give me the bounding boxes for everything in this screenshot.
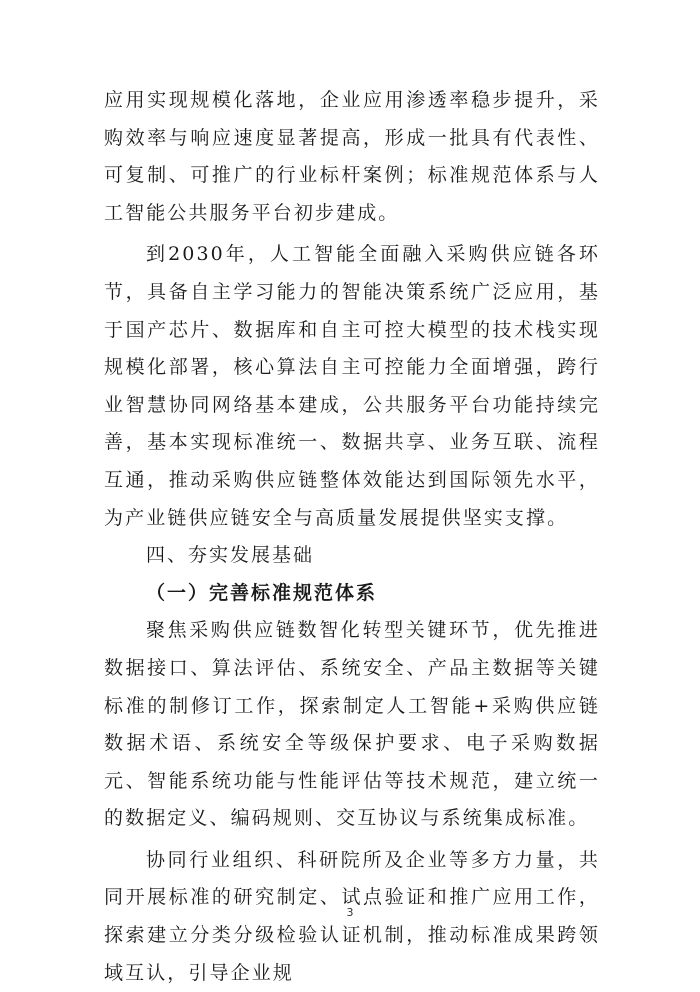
paragraph-standards: 聚焦采购供应链数智化转型关键环节，优先推进数据接口、算法评估、系统安全、产品主数据等关键标准的制修订工作，探索制定人工智能+采购供应链数据术语、系统安全等级保护要求、电子采购数据元、智能系统功能与性能评估等技术规范，建立统一的数据定义、编码规则、交互协议与系统集成标准。 [104,619,600,830]
paragraph-collaboration: 协同行业组织、科研院所及企业等多方力量，共同开展标准的研究制定、试点验证和推广应用工作，探索建立分类分级检验认证机制，推动标准成果跨领域互认，引导企业规 [104,848,600,984]
page-body [104,82,600,992]
section-heading: 四、夯实发展基础 [146,544,315,567]
subsection-heading: （一）完善标准规范体系 [146,581,378,604]
page-number: 3 [346,906,354,919]
paragraph-2030-goals: 到2030年，人工智能全面融入采购供应链各环节，具备自主学习能力的智能决策系统广泛应用，基于国产芯片、数据库和自主可控大模型的技术栈实现规模化部署，核心算法自主可控能力全面增强，跨行业智慧协同网络基本建成，公共服务平台功能持续完善，基本实现标准统一、数据共享、业务互联、流程互通，推动采购供应链整体效能达到国际领先水平，为产业链供应链安全与高质量发展提供坚实支撑。 [104,243,600,529]
paragraph-continuation: 应用实现规模化落地，企业应用渗透率稳步提升，采购效率与响应速度显著提高，形成一批具有代表性、可复制、可推广的行业标杆案例；标准规范体系与人工智能公共服务平台初步建成。 [104,89,600,224]
